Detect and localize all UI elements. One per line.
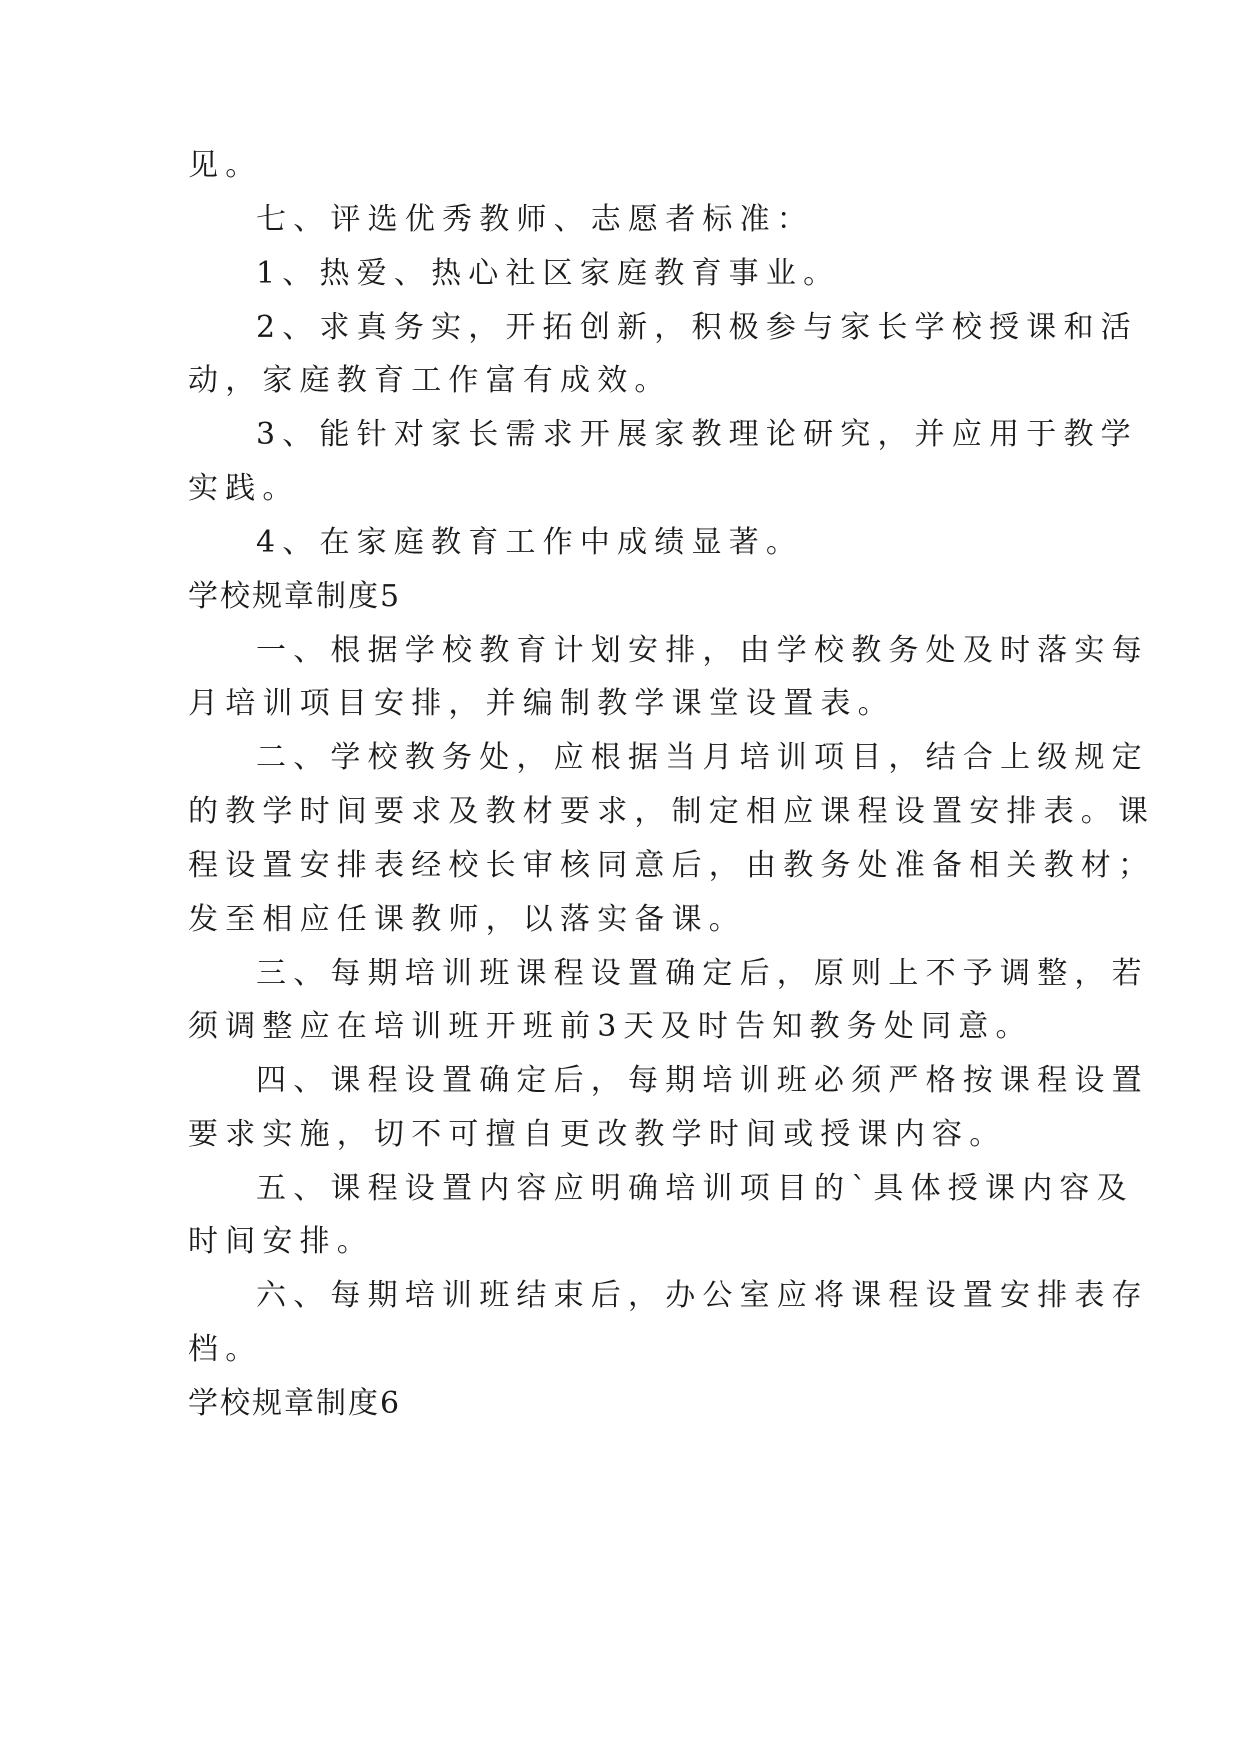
paragraph-continuation: 见。 (188, 148, 263, 183)
rule-item-1: 一、根据学校教育计划安排，由学校教务处及时落实每 (256, 633, 1149, 668)
rule-item-5-continuation: 时间安排。 (188, 1224, 374, 1259)
rule-item-3: 三、每期培训班课程设置确定后，原则上不予调整，若 (256, 956, 1149, 991)
criteria-item-1: 1、热爱、热心社区家庭教育事业。 (256, 256, 841, 291)
rule-item-1-continuation: 月培训项目安排，并编制教学课堂设置表。 (188, 686, 895, 721)
rule-item-2-continuation-2: 程设置安排表经校长审核同意后，由教务处准备相关教材； (188, 848, 1156, 883)
rule-item-6: 六、每期培训班结束后，办公室应将课程设置安排表存 (256, 1278, 1149, 1313)
criteria-item-2-continuation: 动，家庭教育工作富有成效。 (188, 363, 672, 398)
rule-item-4-continuation: 要求实施，切不可擅自更改教学时间或授课内容。 (188, 1117, 1007, 1152)
rule-item-3-continuation: 须调整应在培训班开班前3天及时告知教务处同意。 (188, 1009, 1033, 1044)
rule-item-2: 二、学校教务处，应根据当月培训项目，结合上级规定 (256, 740, 1149, 775)
rule-item-5: 五、课程设置内容应明确培训项目的`具体授课内容及 (256, 1171, 1134, 1206)
rule-item-2-continuation-1: 的教学时间要求及教材要求，制定相应课程设置安排表。课 (188, 794, 1156, 829)
rule-item-6-continuation: 档。 (188, 1332, 263, 1367)
section-title-6: 学校规章制度6 (188, 1386, 402, 1421)
criteria-item-3: 3、能针对家长需求开展家教理论研究，并应用于教学 (256, 417, 1138, 452)
criteria-item-2: 2、求真务实，开拓创新，积极参与家长学校授课和活 (256, 310, 1138, 345)
criteria-item-3-continuation: 实践。 (188, 471, 300, 506)
criteria-item-4: 4、在家庭教育工作中成绩显著。 (256, 525, 804, 560)
section-heading-seven: 七、评选优秀教师、志愿者标准： (256, 202, 814, 237)
rule-item-4: 四、课程设置确定后，每期培训班必须严格按课程设置 (256, 1063, 1149, 1098)
section-title-5: 学校规章制度5 (188, 579, 402, 614)
rule-item-2-continuation-3: 发至相应任课教师，以落实备课。 (188, 902, 746, 937)
